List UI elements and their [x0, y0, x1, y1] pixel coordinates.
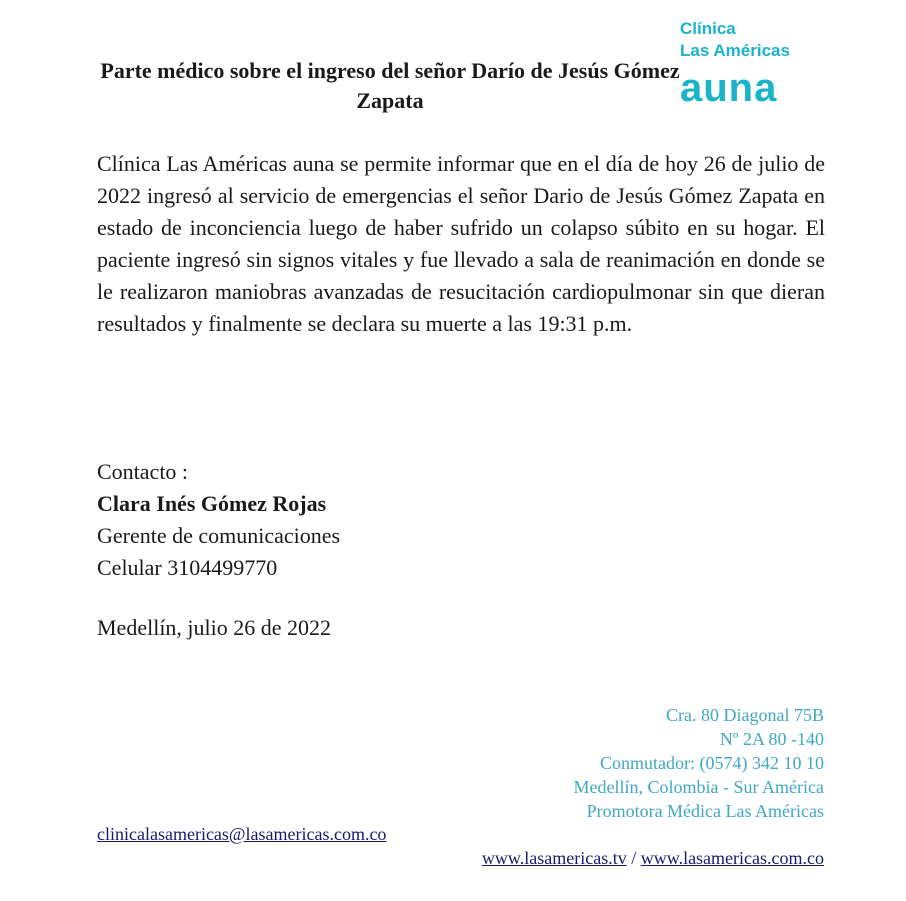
logo-wordmark: auna — [680, 66, 778, 110]
address-line: Cra. 80 Diagonal 75B — [666, 705, 824, 725]
contact-block — [97, 456, 597, 584]
address-line: Promotora Médica Las Américas — [586, 801, 824, 821]
logo-line-2: Las Américas — [680, 41, 790, 60]
place-date: Medellín, julio 26 de 2022 — [97, 615, 332, 640]
contact-phone: Celular 3104499770 — [97, 555, 278, 580]
website-link-tv[interactable]: www.lasamericas.tv — [481, 848, 627, 868]
address-line: Conmutador: (0574) 342 10 10 — [600, 753, 824, 773]
footer-address — [444, 703, 824, 823]
contact-name: Clara Inés Gómez Rojas — [97, 491, 327, 516]
footer-websites — [482, 846, 824, 870]
clinic-logo — [680, 18, 830, 113]
contact-label: Contacto : — [97, 459, 189, 484]
website-separator: / — [626, 848, 641, 868]
page-title: Parte médico sobre el ingreso del señor Darío de Jesús Gómez Zapata — [100, 58, 680, 113]
contact-role: Gerente de comunicaciones — [97, 523, 341, 548]
website-link-com-co[interactable]: www.lasamericas.com.co — [640, 848, 824, 868]
email-link[interactable]: clinicalasamericas@lasamericas.com.co — [97, 824, 387, 844]
logo-line-1: Clínica — [680, 19, 736, 38]
address-line: Nº 2A 80 -140 — [719, 729, 824, 749]
body-paragraph: Clínica Las Américas auna se permite informar que en el día de hoy 26 de julio de 2022 ingresó al servicio de emergencias el señor Dario de Jesús Gómez Zapata en estado de inconciencia luego de haber sufrido un colapso súbito en su hogar. El paciente ingresó sin signos vitales y fue llevado a sala de reanimación en donde se le realizaron maniobras avanzadas de resucitación cardiopulmonar sin que dieran resultados y finalmente se declara su muerte a las 19:31 p.m. — [97, 151, 825, 336]
address-line: Medellín, Colombia - Sur América — [573, 777, 824, 797]
